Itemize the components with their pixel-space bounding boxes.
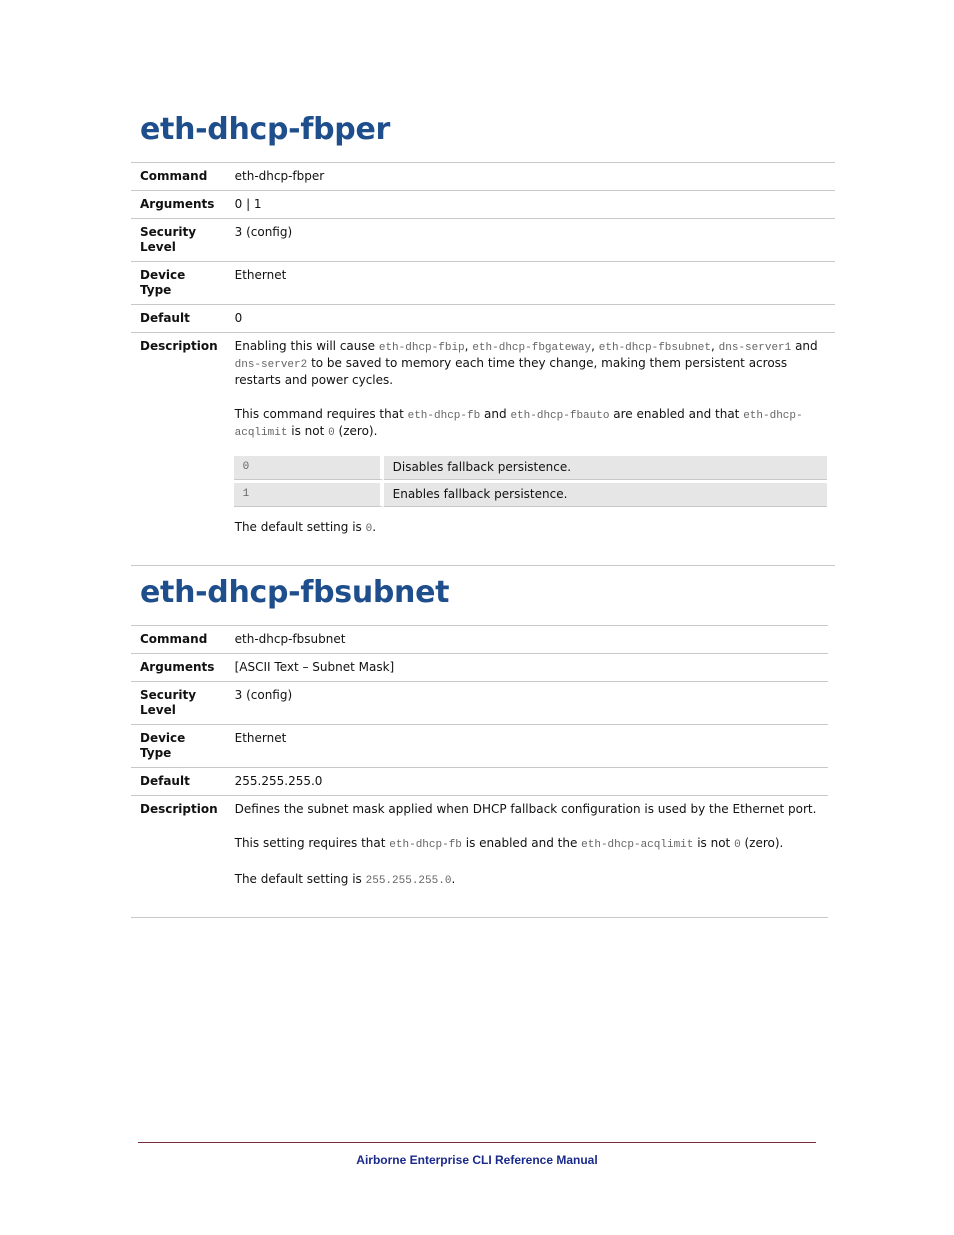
code: eth-dhcp-fbip (378, 342, 465, 354)
text: and (791, 339, 818, 353)
text: . (451, 872, 456, 886)
text: and (480, 407, 511, 421)
arguments-label: Arguments (131, 191, 226, 219)
text: are enabled and that (609, 407, 744, 421)
description-paragraph (235, 520, 827, 537)
command-label: Command (131, 626, 226, 654)
command-value: eth-dhcp-fbsubnet (226, 626, 828, 654)
table-row (131, 626, 828, 654)
code: dns-server2 (234, 359, 308, 371)
meaning-cell: Disables fallback persistence. (384, 456, 827, 480)
text: , (591, 339, 599, 353)
table-row (234, 456, 827, 480)
footer-title: Airborne Enterprise CLI Reference Manual (356, 1153, 598, 1167)
device-type-value: Ethernet (226, 725, 828, 768)
description-label: Description (131, 333, 226, 566)
table-row (131, 163, 835, 191)
table-row (131, 796, 828, 918)
properties-table (131, 162, 835, 566)
description-label: Description (131, 796, 226, 918)
footer-divider (138, 1142, 816, 1143)
text: The default setting is (234, 872, 366, 886)
arguments-label: Arguments (131, 654, 226, 682)
description-value (226, 333, 835, 566)
code: 0 (328, 427, 335, 439)
text: This setting requires that (234, 836, 390, 850)
code: eth-dhcp-acqlimit (234, 410, 803, 439)
text: to be saved to memory each time they change, making them persistent across restarts and power cycles. (234, 356, 788, 387)
table-row (234, 483, 827, 507)
text: Defines the subnet mask applied when DHCP fallback configuration is used by the Ethernet port. (234, 802, 817, 816)
description-paragraph (235, 407, 827, 441)
description-value (226, 796, 828, 918)
code: 255.255.255.0 (365, 875, 452, 887)
code: eth-dhcp-fb (407, 410, 481, 422)
default-label: Default (131, 768, 226, 796)
table-row (131, 305, 835, 333)
description-paragraph (235, 872, 820, 889)
text: is enabled and the (461, 836, 582, 850)
code: eth-dhcp-fbgateway (472, 342, 592, 354)
table-row (131, 333, 835, 566)
device-type-value: Ethernet (226, 262, 835, 305)
text: . (372, 520, 377, 534)
device-type-label: Device Type (131, 725, 226, 768)
security-level-value: 3 (config) (226, 219, 835, 262)
table-row (131, 219, 835, 262)
text: is not (287, 424, 329, 438)
text: , (711, 339, 719, 353)
meaning-cell: Enables fallback persistence. (384, 483, 827, 507)
default-label: Default (131, 305, 226, 333)
table-row (131, 768, 828, 796)
properties-table (131, 625, 828, 918)
code: eth-dhcp-fb (389, 839, 462, 851)
text: The default setting is (234, 520, 366, 534)
code: 0 (734, 839, 741, 851)
code: eth-dhcp-fbsubnet (598, 342, 711, 354)
arguments-value: [ASCII Text – Subnet Mask] (226, 654, 828, 682)
values-table (234, 453, 827, 510)
text: (zero). (740, 836, 784, 850)
value-cell: 1 (234, 483, 384, 507)
section-title: eth-dhcp-fbsubnet (140, 575, 450, 610)
description-paragraph (235, 802, 820, 817)
text: is not (693, 836, 735, 850)
security-level-value: 3 (config) (226, 682, 828, 725)
text: Enabling this will cause (234, 339, 379, 353)
text: (zero). (334, 424, 378, 438)
text: , (464, 339, 473, 353)
command-label: Command (131, 163, 226, 191)
code: 0 (365, 523, 373, 535)
section-eth-dhcp-fbsubnet (131, 575, 828, 918)
arguments-value: 0 | 1 (226, 191, 835, 219)
security-level-label: Security Level (131, 682, 226, 725)
default-value: 255.255.255.0 (226, 768, 828, 796)
table-row (131, 191, 835, 219)
value-cell: 0 (234, 456, 384, 480)
description-paragraph (235, 836, 820, 853)
description-paragraph (235, 339, 827, 388)
command-value: eth-dhcp-fbper (226, 163, 835, 191)
section-title: eth-dhcp-fbper (140, 112, 390, 147)
default-value: 0 (226, 305, 835, 333)
table-row (131, 682, 828, 725)
table-row (131, 654, 828, 682)
text: This command requires that (234, 407, 408, 421)
device-type-label: Device Type (131, 262, 226, 305)
table-row (131, 725, 828, 768)
table-row (131, 262, 835, 305)
security-level-label: Security Level (131, 219, 226, 262)
section-eth-dhcp-fbper (131, 112, 828, 566)
code: eth-dhcp-acqlimit (581, 839, 694, 851)
code: dns-server1 (718, 342, 792, 354)
code: eth-dhcp-fbauto (510, 410, 610, 422)
